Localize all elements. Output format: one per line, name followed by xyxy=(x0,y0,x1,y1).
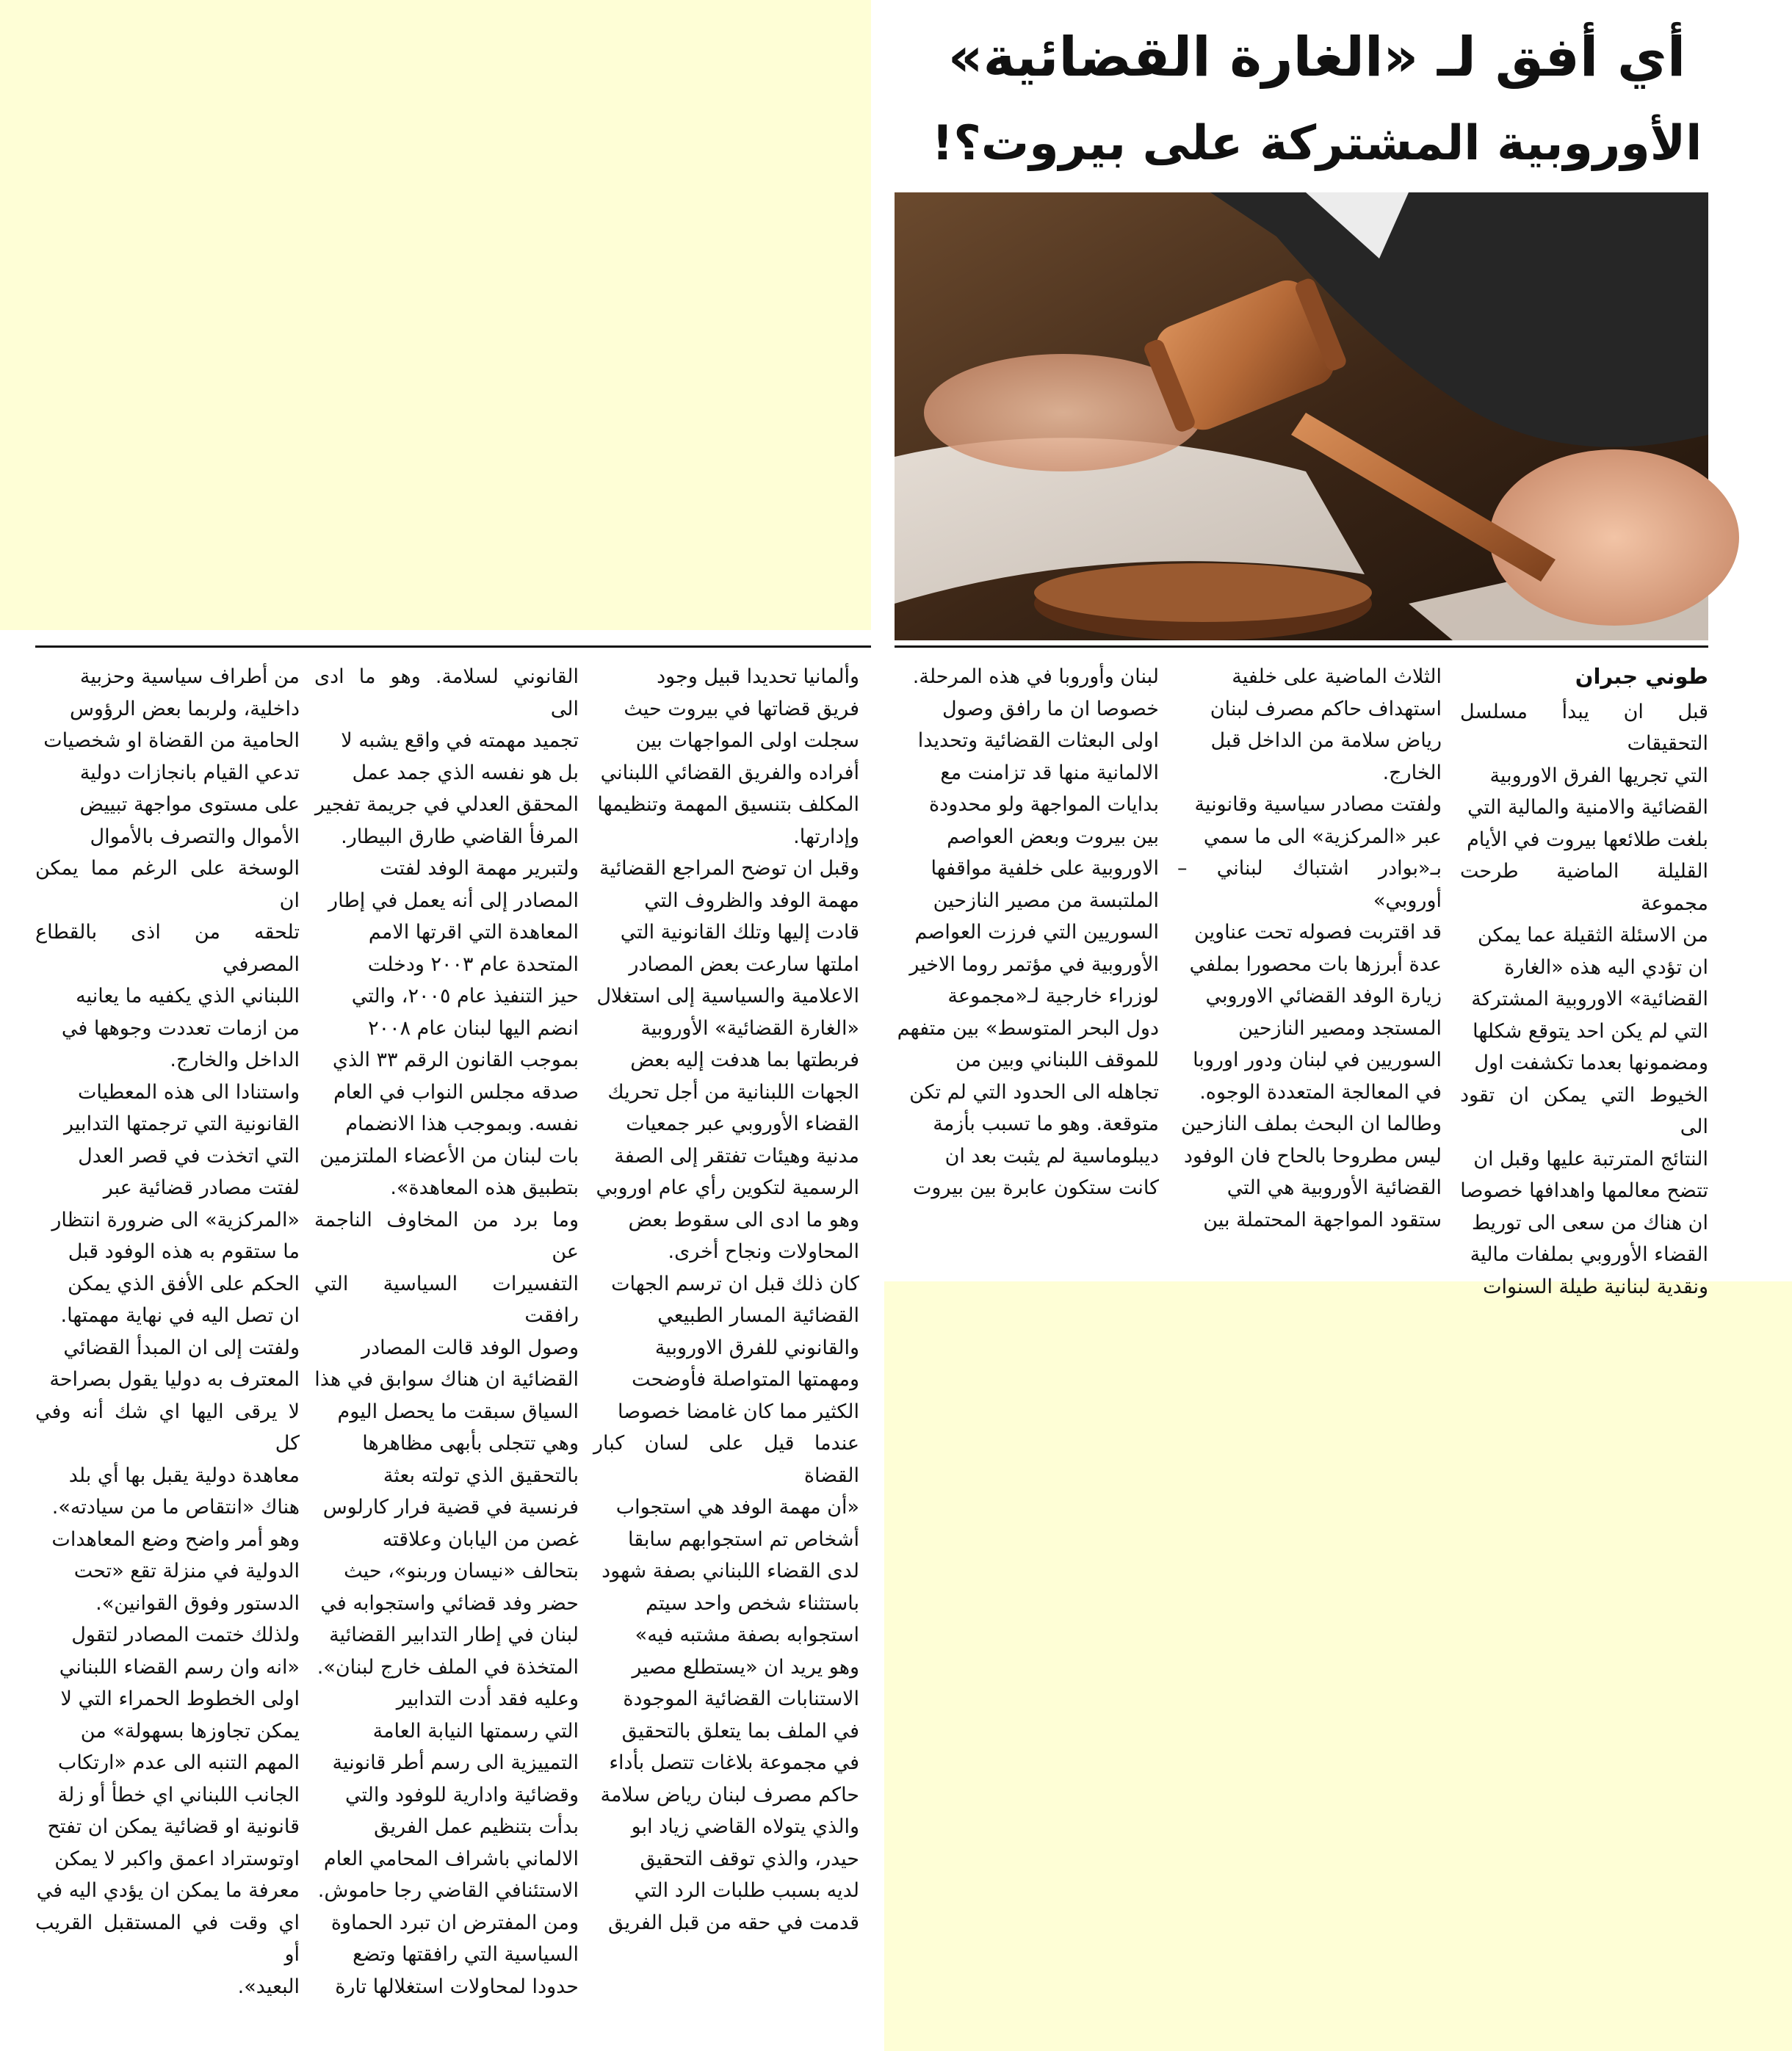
paragraph: ومن المفترض ان تبرد الحماوة السياسية التي رافقتها وتضع حدودا لمحاولات استغلالها تارة xyxy=(330,1911,579,1998)
article-column-3 xyxy=(895,661,1159,1259)
paragraph: قبل ان يبدأ مسلسل التحقيقات التي تجريها الفرق الاوروبية القضائية والامنية والمالية التي بلغت طلائعها بيروت في الأيام القليلة الماضية طرحت مجموعة من الاسئلة الثقيلة عما يمكن ان تؤدي اليه هذه «الغارة القضائية» الاوروبية المشتركة التي لم يكن احد يتوقع شكلها ومضمونها بعدما تكشفت اول الخيوط التي يمكن ان تقود الى النتائج المترتبة عليها وقبل ان تتضح معالمها واهدافها خصوصا ان هناك من سعى الى توريط القضاء الأوروبي بملفات مالية ونقدية لبنانية طيلة السنوات xyxy=(1460,700,1708,1298)
paragraph: وقبل ان توضح المراجع القضائية مهمة الوفد والظروف التي قادت إليها وتلك القانونية التي املتها سارعت بعض المصادر الاعلامية والسياسية إلى استغلال «الغارة القضائية» الأوروبية فربطتها بما هدفت إليه بعض الجهات اللبنانية من أجل تحريك القضاء الأوروبي عبر جمعيات مدنية وهيئات تفتقر إلى الصفة الرسمية لتكوين رأي عام اوروبي وهو ما ادى الى سقوط بعض المحاولات ونجاح أخرى. xyxy=(596,857,859,1263)
blank-margin-top-left xyxy=(0,0,871,630)
paragraph: وطالما ان البحث بملف النازحين ليس مطروحا بالحاح فان الوفود القضائية الأوروبية هي التي ستقود المواجهة المحتملة بين xyxy=(1181,1113,1442,1231)
paragraph: لبنان وأوروبا في هذه المرحلة. خصوصا ان ما رافق وصول اولى البعثات القضائية وتحديدا الالمانية منها قد تزامنت مع بدايات المواجهة ولو محدودة بين بيروت وبعض العواصم الاوروبية على خلفية مواقفها الملتبسة من مصير النازحين السوريين التي فرزت العواصم الأوروبية في مؤتمر روما الاخير لوزراء خارجية لـ«مجموعة دول البحر المتوسط» بين متفهم للموقف اللبناني وبين من تجاهله الى الحدود التي لم تكن متوقعة. وهو ما تسبب بأزمة ديبلوماسية لم يثبت بعد ان كانت ستكون عابرة بين بيروت xyxy=(897,665,1159,1199)
headline-line-1: أي أفق لـ «الغارة القضائية» xyxy=(947,26,1686,89)
article-column-5 xyxy=(314,661,579,2041)
paragraph: واستنادا الى هذه المعطيات القانونية التي ترجمتها التدابير التي اتخذت في قصر العدل لفتت مصادر قضائية عبر «المركزية» الى ضرورة انتظار ما ستقوم به هذه الوفود قبل الحكم على الأفق الذي يمكن ان تصل اليه في نهاية مهمتها. xyxy=(51,1080,300,1327)
paragraph: من أطراف سياسية وحزبية داخلية، ولربما بعض الرؤوس الحامية من القضاة او شخصيات تدعي القيام بانجازات دولية على مستوى مواجهة تبييض الأموال والتصرف بالأموال الوسخة على الرغم مما يمكن ان تلحقه من اذى بالقطاع المصرفي اللبناني الذي يكفيه ما يعانيه من ازمات تعددت وجوهها في الداخل والخارج. xyxy=(35,665,300,1071)
blank-margin-bottom-right xyxy=(884,1281,1792,2051)
paragraph: وما برد من المخاوف الناجمة عن التفسيرات السياسية التي رافقت وصول الوفد قالت المصادر القضائية ان هناك سوابق في هذا السياق سبقت ما يحصل اليوم وهي تتجلى بأبهى مظاهرها بالتحقيق الذي تولته بعثة فرنسية في قضية فرار كارلوس غصن من اليابان وعلاقته بتحالف «نيسان وربنو»، حيث حضر وفد قضائي واستجوابه في لبنان في إطار التدابير القضائية المتخذة في الملف خارج لبنان». xyxy=(314,1208,579,1679)
article-column-1 xyxy=(1460,661,1708,1298)
paragraph: وعليه فقد أدت التدابير التي رسمتها النيابة العامة التمييزية الى رسم أطر قانونية وقضائية وادارية للوفود والتي بدأت بتنظيم عمل الفريق الالماني باشراف المحامي العام الاستئنافي القاضي رجا حاموش. xyxy=(317,1688,579,1902)
paragraph: ولتبرير مهمة الوفد لفتت المصادر إلى أنه يعمل في إطار المعاهدة التي اقرتها الامم المتحدة عام ٢٠٠٣ ودخلت حيز التنفيذ عام ٢٠٠٥، والتي انضم اليها لبنان عام ٢٠٠٨ بموجب القانون الرقم ٣٣ الذي صدقه مجلس النواب في العام نفسه. وبموجب هذا الانضمام بات لبنان من الأعضاء الملتزمين بتطبيق هذه المعاهدة». xyxy=(319,857,579,1199)
paragraph: كان ذلك قبل ان ترسم الجهات القضائية المسار الطبيعي والقانوني للفرق الاوروبية ومهمتها المتواصلة فأوضحت الكثير مما كان غامضا خصوصا عندما قيل على لسان كبار القضاة «أن مهمة الوفد هي استجواب أشخاص تم استجوابهم سابقا لدى القضاء اللبناني بصفة شهود باستثناء شخص واحد سيتم استجوابه بصفة مشتبه فيه» وهو يريد ان «يستطلع مصير الاستنابات القضائية الموجودة في الملف بما يتعلق بالتحقيق في مجموعة بلاغات تتصل بأداء حاكم مصرف لبنان رياض سلامة والذي يتولاه القاضي زياد ابو حيدر، والذي توقف التحقيق لديه بسبب طلبات الرد التي قدمت في حقه من قبل الفريق xyxy=(593,1272,859,1934)
headline-line-2: الأوروبية المشتركة على بيروت؟! xyxy=(931,116,1702,171)
section-rule-left xyxy=(35,645,871,648)
paragraph: ولذلك ختمت المصادر لتقول «انه وان رسم القضاء اللبناني اولى الخطوط الحمراء التي لا يمكن تجاوزها بسهولة» من المهم التنبه الى عدم «ارتكاب الجانب اللبناني اي خطأ أو زلة قانونية او قضائية يمكن ان تفتح اوتوستراد اعمق واكبر لا يمكن معرفة ما يمكن ان يؤدي اليه في اي وقت في المستقبل القريب أو البعيد». xyxy=(35,1624,300,1998)
paragraph: ولفتت مصادر سياسية وقانونية عبر «المركزية» الى ما سمي بـ«بوادر اشتباك لبناني – أوروبي» قد اقتربت فصوله تحت عناوين عدة أبرزها بات محصورا بملفي زيارة الوفد القضائي الاوروبي المستجد ومصير النازحين السوريين في لبنان ودور اوروبا في المعالجة المتعددة الوجوه. xyxy=(1177,793,1442,1104)
paragraph: وألمانيا تحديدا قبيل وجود فريق قضاتها في بيروت حيث سجلت اولى المواجهات بين أفراده والفريق القضائي اللبناني المكلف بتنسيق المهمة وتنظيمها وإدارتها. xyxy=(597,665,859,848)
paragraph: ولفتت إلى ان المبدأ القضائي المعترف به دوليا يقول بصراحة لا يرقى اليها اي شك أنه وفي كل معاهدة دولية يقبل بها أي بلد هناك «انتقاص ما من سيادته». وهو أمر واضح وضع المعاهدات الدولية في منزلة تقع «تحت الدستور وفوق القوانين». xyxy=(35,1336,300,1615)
article-column-6 xyxy=(35,661,300,2041)
article-column-4 xyxy=(593,661,859,2041)
judge-gavel-photo xyxy=(895,192,1708,640)
article-column-2 xyxy=(1177,661,1442,1259)
section-rule-right xyxy=(895,645,1708,648)
paragraph: القانوني لسلامة. وهو ما ادى الى تجميد مهمته في واقع يشبه لا بل هو نفسه الذي جمد عمل المحقق العدلي في جريمة تفجير المرفأ القاضي طارق البيطار. xyxy=(314,665,579,848)
paragraph: الثلاث الماضية على خلفية استهداف حاكم مصرف لبنان رياض سلامة من الداخل قبل الخارج. xyxy=(1210,665,1442,784)
byline: طوني جبران xyxy=(1575,664,1708,689)
